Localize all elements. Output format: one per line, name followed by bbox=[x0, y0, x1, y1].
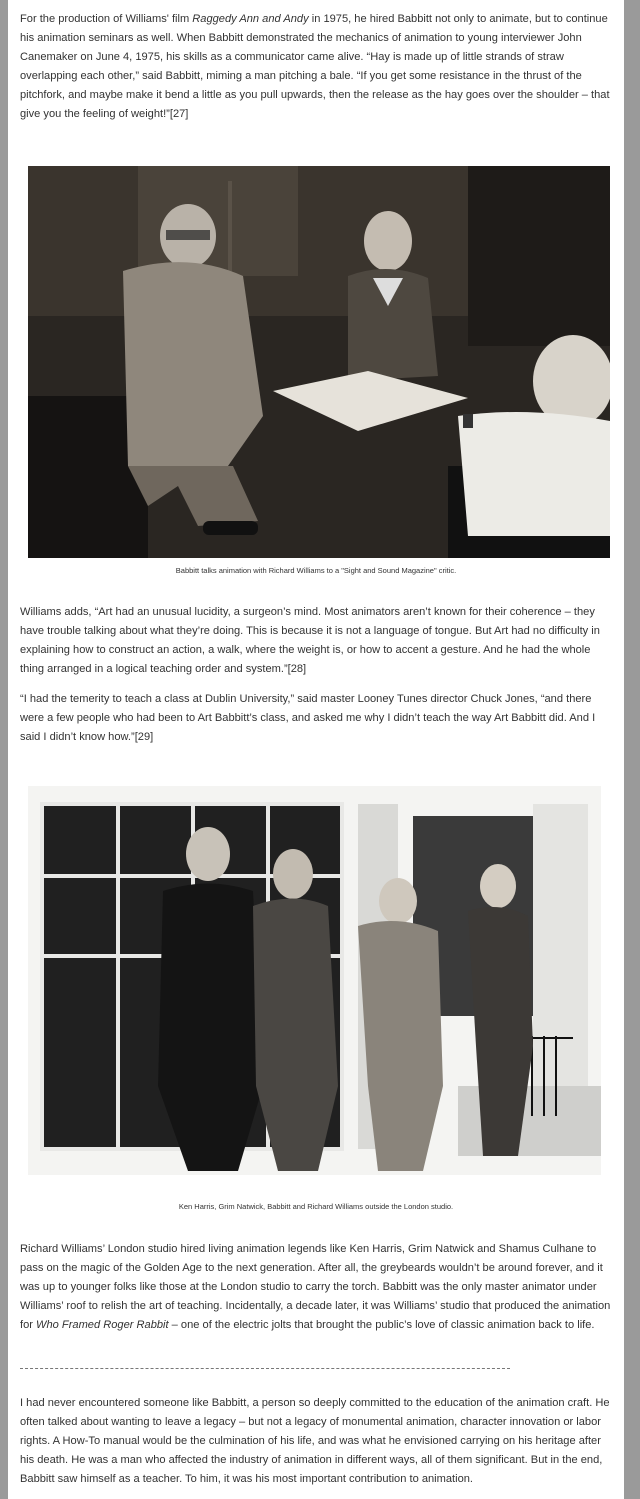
paragraph-text: For the production of Williams' film bbox=[20, 13, 193, 25]
photo-caption: Ken Harris, Grim Natwick, Babbitt and Richard Williams outside the London studio. bbox=[178, 1202, 454, 1211]
photo-caption: Babbitt talks animation with Richard Williams to a "Sight and Sound Magazine" critic. bbox=[175, 566, 457, 575]
film-title: Who Framed Roger Rabbit bbox=[36, 1319, 169, 1331]
film-title: Raggedy Ann and Andy bbox=[192, 13, 309, 25]
paragraph-raggedy-ann bbox=[20, 10, 614, 124]
paragraph-text: in 1975, he hired Babbitt not only to animate, but to continue his animation seminars as well. When Babbitt demonstrated the mechanics of animation to young interviewer John Canemaker on June 4, 1975, his skills as a communicator came alive. “Hay is made up of little strands of straw overlapping each other,” said Babbitt, miming a man pitching a bale. “If you get some resistance in the thrust of the pitchfork, and maybe make it bend a little as you pull upwards, then the release as the hay goes over the shoulder – that give you the feeling of weight!”[27] bbox=[20, 13, 610, 120]
photo-london-studio-image bbox=[28, 786, 601, 1175]
paragraph-text: – one of the electric jolts that brought the public’s love of classic animation back to life. bbox=[168, 1319, 595, 1331]
paragraph-chuck-jones: “I had the temerity to teach a class at Dublin University,” said master Looney Tunes director Chuck Jones, “and there were a few people who had been to Art Babbitt’s class, and asked me why I didn’t teach the way Art Babbitt did. And I said I didn’t know how.”[29] bbox=[20, 693, 596, 743]
paragraph-legacy: I had never encountered someone like Babbitt, a person so deeply committed to the education of the animation craft. He often talked about wanting to leave a legacy – but not a legacy of monumental animation, character innovation or labor rights. A How-To manual would be the culmination of his life, and was what he envisioned carrying on his heritage after his death. He was a man who affected the industry of animation in different ways, all of them significant. But in the end, Babbitt saw himself as a teacher. To him, it was his most important contribution to animation. bbox=[20, 1397, 610, 1485]
paragraph-london-studio bbox=[20, 1240, 614, 1335]
photo-babbitt-interview bbox=[28, 166, 610, 558]
article-page bbox=[8, 0, 624, 1499]
section-divider bbox=[20, 1368, 510, 1369]
paragraph-text: Richard Williams’ London studio hired living animation legends like Ken Harris, Grim Natwick and Shamus Culhane to pass on the magic of the Golden Age to the next generation. After all, the greybeards wouldn’t be around forever, and it was up to younger folks like those at the London studio to carry the torch. Babbitt was the only master animator under Williams’ roof to relish the art of teaching. Incidentally, a decade later, it was Williams’ studio that produced the animation for bbox=[20, 1243, 611, 1331]
photo-london-studio bbox=[28, 786, 601, 1175]
photo-babbitt-interview-image bbox=[28, 166, 610, 558]
paragraph-williams-quote: Williams adds, “Art had an unusual lucidity, a surgeon’s mind. Most animators aren’t known for their coherence – they have trouble talking about what they’re doing. This is because it is not a language of tongue. But Art had no difficulty in explaining how to construct an action, a walk, where the weight is, or how to accent a gesture. And he had the whole thing arranged in a logical teaching order and system.”[28] bbox=[20, 606, 600, 675]
